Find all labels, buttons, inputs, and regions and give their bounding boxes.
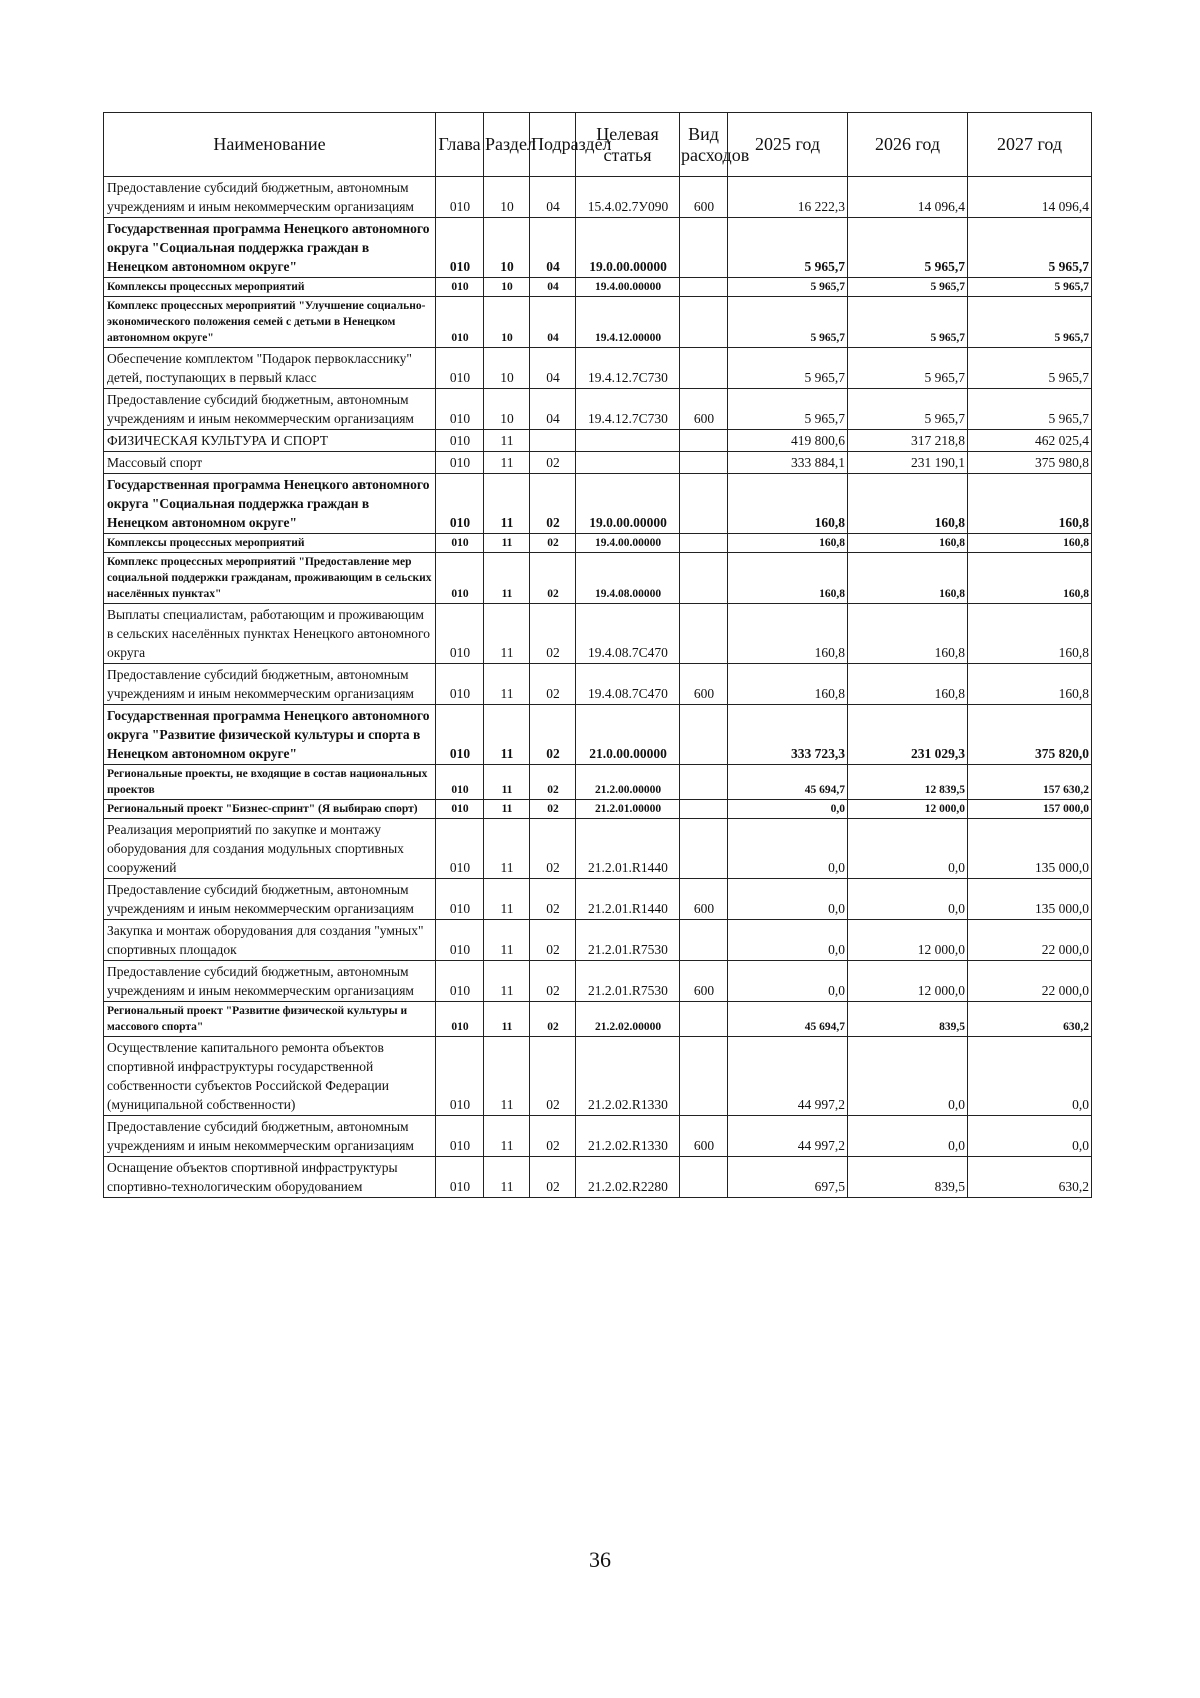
row-statya: 21.2.01.R1440	[576, 879, 680, 920]
header-2025: 2025 год	[728, 113, 848, 177]
row-name: Реализация мероприятий по закупке и монтажу оборудования для создания модульных спортивных сооружений	[104, 819, 436, 879]
row-podrazdel: 02	[530, 800, 576, 819]
row-podrazdel: 02	[530, 1157, 576, 1198]
row-vid	[680, 1037, 728, 1116]
row-amount-2025: 0,0	[728, 879, 848, 920]
row-amount-2026: 12 000,0	[848, 961, 968, 1002]
row-razdel: 10	[484, 348, 530, 389]
row-podrazdel: 02	[530, 705, 576, 765]
table-row	[104, 278, 1092, 297]
row-podrazdel: 04	[530, 389, 576, 430]
row-amount-2026: 231 190,1	[848, 452, 968, 474]
row-glava: 010	[436, 920, 484, 961]
row-name: Предоставление субсидий бюджетным, автономным учреждениям и иным некоммерческим организациям	[104, 664, 436, 705]
row-razdel: 11	[484, 1157, 530, 1198]
table-row	[104, 430, 1092, 452]
row-glava: 010	[436, 1002, 484, 1037]
row-amount-2026: 839,5	[848, 1157, 968, 1198]
table-row	[104, 452, 1092, 474]
row-amount-2027: 157 630,2	[968, 765, 1092, 800]
row-amount-2027: 5 965,7	[968, 297, 1092, 348]
row-amount-2025: 160,8	[728, 604, 848, 664]
row-amount-2027: 0,0	[968, 1037, 1092, 1116]
row-amount-2026: 0,0	[848, 1116, 968, 1157]
row-glava: 010	[436, 879, 484, 920]
row-podrazdel: 02	[530, 1002, 576, 1037]
row-glava: 010	[436, 1116, 484, 1157]
row-amount-2026: 160,8	[848, 534, 968, 553]
table-row	[104, 705, 1092, 765]
row-podrazdel: 02	[530, 452, 576, 474]
row-statya: 21.2.02.R1330	[576, 1116, 680, 1157]
row-vid: 600	[680, 664, 728, 705]
page-number: 36	[589, 1547, 611, 1572]
row-razdel: 11	[484, 920, 530, 961]
row-amount-2027: 14 096,4	[968, 177, 1092, 218]
row-name: Выплаты специалистам, работающим и проживающим в сельских населённых пунктах Ненецкого автономного округа	[104, 604, 436, 664]
row-amount-2027: 375 980,8	[968, 452, 1092, 474]
row-amount-2025: 0,0	[728, 819, 848, 879]
row-amount-2025: 16 222,3	[728, 177, 848, 218]
row-podrazdel: 04	[530, 218, 576, 278]
row-razdel: 11	[484, 430, 530, 452]
row-vid	[680, 553, 728, 604]
row-amount-2025: 0,0	[728, 961, 848, 1002]
table-body	[104, 177, 1092, 1198]
row-amount-2026: 160,8	[848, 474, 968, 534]
row-amount-2026: 5 965,7	[848, 348, 968, 389]
row-podrazdel: 04	[530, 297, 576, 348]
row-amount-2027: 630,2	[968, 1002, 1092, 1037]
table-row	[104, 765, 1092, 800]
row-razdel: 10	[484, 177, 530, 218]
row-glava: 010	[436, 664, 484, 705]
row-name: Комплекс процессных мероприятий "Предоставление мер социальной поддержки гражданам, проживающим в сельских населённых пунктах"	[104, 553, 436, 604]
row-amount-2027: 160,8	[968, 664, 1092, 705]
row-glava: 010	[436, 452, 484, 474]
row-amount-2026: 231 029,3	[848, 705, 968, 765]
row-podrazdel: 02	[530, 534, 576, 553]
row-amount-2027: 5 965,7	[968, 218, 1092, 278]
row-statya: 19.4.08.7С470	[576, 604, 680, 664]
table-row	[104, 389, 1092, 430]
row-vid	[680, 920, 728, 961]
row-glava: 010	[436, 961, 484, 1002]
row-vid	[680, 819, 728, 879]
row-amount-2026: 5 965,7	[848, 389, 968, 430]
row-podrazdel: 02	[530, 474, 576, 534]
row-statya: 19.4.00.00000	[576, 534, 680, 553]
table-row	[104, 664, 1092, 705]
row-amount-2025: 697,5	[728, 1157, 848, 1198]
row-statya: 21.2.01.R7530	[576, 961, 680, 1002]
row-podrazdel: 02	[530, 1116, 576, 1157]
row-amount-2026: 160,8	[848, 553, 968, 604]
row-vid: 600	[680, 177, 728, 218]
table-row	[104, 961, 1092, 1002]
row-statya: 21.2.02.R2280	[576, 1157, 680, 1198]
row-amount-2027: 160,8	[968, 474, 1092, 534]
row-name: Предоставление субсидий бюджетным, автономным учреждениям и иным некоммерческим организациям	[104, 177, 436, 218]
table-row	[104, 177, 1092, 218]
table-row	[104, 1157, 1092, 1198]
row-podrazdel: 04	[530, 177, 576, 218]
row-podrazdel: 04	[530, 278, 576, 297]
row-statya: 19.4.08.00000	[576, 553, 680, 604]
row-amount-2025: 160,8	[728, 534, 848, 553]
row-razdel: 11	[484, 534, 530, 553]
row-vid: 600	[680, 961, 728, 1002]
row-amount-2026: 12 839,5	[848, 765, 968, 800]
row-amount-2025: 45 694,7	[728, 1002, 848, 1037]
row-amount-2027: 22 000,0	[968, 961, 1092, 1002]
row-amount-2026: 14 096,4	[848, 177, 968, 218]
row-glava: 010	[436, 1157, 484, 1198]
row-glava: 010	[436, 534, 484, 553]
table-row	[104, 553, 1092, 604]
row-amount-2026: 5 965,7	[848, 278, 968, 297]
row-glava: 010	[436, 800, 484, 819]
row-statya	[576, 430, 680, 452]
row-statya: 21.2.01.R7530	[576, 920, 680, 961]
row-amount-2025: 333 723,3	[728, 705, 848, 765]
row-name: Осуществление капитального ремонта объектов спортивной инфраструктуры государственной собственности субъектов Российской Федерации (муниципальной собственности)	[104, 1037, 436, 1116]
row-razdel: 11	[484, 800, 530, 819]
row-statya: 21.2.02.R1330	[576, 1037, 680, 1116]
row-glava: 010	[436, 604, 484, 664]
row-amount-2027: 630,2	[968, 1157, 1092, 1198]
row-name: Предоставление субсидий бюджетным, автономным учреждениям и иным некоммерческим организациям	[104, 961, 436, 1002]
row-name: Региональные проекты, не входящие в состав национальных проектов	[104, 765, 436, 800]
row-statya: 21.2.01.00000	[576, 800, 680, 819]
row-razdel: 11	[484, 961, 530, 1002]
row-razdel: 11	[484, 604, 530, 664]
row-glava: 010	[436, 553, 484, 604]
row-statya: 21.2.00.00000	[576, 765, 680, 800]
row-name: Обеспечение комплектом "Подарок первокласснику" детей, поступающих в первый класс	[104, 348, 436, 389]
row-vid: 600	[680, 389, 728, 430]
row-vid	[680, 604, 728, 664]
row-vid	[680, 218, 728, 278]
row-amount-2025: 5 965,7	[728, 278, 848, 297]
table-row	[104, 297, 1092, 348]
row-vid: 600	[680, 879, 728, 920]
row-amount-2026: 0,0	[848, 819, 968, 879]
row-name: Закупка и монтаж оборудования для создания "умных" спортивных площадок	[104, 920, 436, 961]
row-razdel: 11	[484, 765, 530, 800]
table-row	[104, 604, 1092, 664]
row-amount-2027: 0,0	[968, 1116, 1092, 1157]
table-row	[104, 1037, 1092, 1116]
row-amount-2026: 317 218,8	[848, 430, 968, 452]
table-row	[104, 474, 1092, 534]
header-razdel: Раздел	[484, 113, 530, 177]
row-amount-2025: 5 965,7	[728, 348, 848, 389]
row-statya: 19.0.00.00000	[576, 218, 680, 278]
row-amount-2027: 375 820,0	[968, 705, 1092, 765]
row-glava: 010	[436, 348, 484, 389]
row-glava: 010	[436, 297, 484, 348]
row-amount-2025: 419 800,6	[728, 430, 848, 452]
row-statya: 21.2.01.R1440	[576, 819, 680, 879]
row-glava: 010	[436, 765, 484, 800]
row-podrazdel: 04	[530, 348, 576, 389]
row-razdel: 11	[484, 474, 530, 534]
row-name: Оснащение объектов спортивной инфраструктуры спортивно-технологическим оборудованием	[104, 1157, 436, 1198]
row-glava: 010	[436, 819, 484, 879]
header-name: Наименование	[104, 113, 436, 177]
row-razdel: 11	[484, 664, 530, 705]
row-amount-2027: 135 000,0	[968, 819, 1092, 879]
row-name: Предоставление субсидий бюджетным, автономным учреждениям и иным некоммерческим организациям	[104, 879, 436, 920]
row-name: Государственная программа Ненецкого автономного округа "Социальная поддержка граждан в Ненецком автономном округе"	[104, 474, 436, 534]
table-row	[104, 800, 1092, 819]
header-podrazdel: Подраздел	[530, 113, 576, 177]
row-amount-2025: 160,8	[728, 474, 848, 534]
row-glava: 010	[436, 218, 484, 278]
row-razdel: 10	[484, 297, 530, 348]
row-glava: 010	[436, 705, 484, 765]
row-vid	[680, 348, 728, 389]
row-statya: 19.4.12.00000	[576, 297, 680, 348]
header-vid: Вид расходов	[680, 113, 728, 177]
row-vid: 600	[680, 1116, 728, 1157]
row-podrazdel: 02	[530, 879, 576, 920]
row-name: Государственная программа Ненецкого автономного округа "Развитие физической культуры и спорта в Ненецком автономном округе"	[104, 705, 436, 765]
row-amount-2026: 12 000,0	[848, 920, 968, 961]
row-razdel: 11	[484, 1002, 530, 1037]
row-amount-2027: 157 000,0	[968, 800, 1092, 819]
row-statya: 19.0.00.00000	[576, 474, 680, 534]
table-row	[104, 819, 1092, 879]
row-amount-2026: 0,0	[848, 1037, 968, 1116]
row-razdel: 10	[484, 389, 530, 430]
row-amount-2026: 12 000,0	[848, 800, 968, 819]
row-statya: 19.4.00.00000	[576, 278, 680, 297]
row-amount-2026: 839,5	[848, 1002, 968, 1037]
row-amount-2025: 5 965,7	[728, 218, 848, 278]
row-podrazdel: 02	[530, 920, 576, 961]
row-name: Комплексы процессных мероприятий	[104, 534, 436, 553]
row-amount-2025: 160,8	[728, 553, 848, 604]
row-amount-2025: 0,0	[728, 800, 848, 819]
row-razdel: 11	[484, 553, 530, 604]
row-statya: 19.4.08.7С470	[576, 664, 680, 705]
row-vid	[680, 452, 728, 474]
row-glava: 010	[436, 278, 484, 297]
row-glava: 010	[436, 1037, 484, 1116]
row-vid	[680, 705, 728, 765]
row-amount-2027: 5 965,7	[968, 389, 1092, 430]
row-glava: 010	[436, 474, 484, 534]
table-row	[104, 348, 1092, 389]
row-statya: 21.2.02.00000	[576, 1002, 680, 1037]
header-row	[104, 113, 1092, 177]
row-statya: 19.4.12.7С730	[576, 348, 680, 389]
table-row	[104, 1002, 1092, 1037]
row-razdel: 10	[484, 218, 530, 278]
table-row	[104, 218, 1092, 278]
row-amount-2027: 160,8	[968, 553, 1092, 604]
row-razdel: 11	[484, 1037, 530, 1116]
row-amount-2026: 5 965,7	[848, 218, 968, 278]
header-statya: Целевая статья	[576, 113, 680, 177]
row-vid	[680, 430, 728, 452]
row-name: Предоставление субсидий бюджетным, автономным учреждениям и иным некоммерческим организациям	[104, 389, 436, 430]
row-name: Комплекс процессных мероприятий "Улучшение социально-экономического положения семей с детьми в Ненецком автономном округе"	[104, 297, 436, 348]
row-amount-2025: 160,8	[728, 664, 848, 705]
row-podrazdel: 02	[530, 765, 576, 800]
row-vid	[680, 765, 728, 800]
row-vid	[680, 534, 728, 553]
row-razdel: 11	[484, 705, 530, 765]
row-name: Региональный проект "Развитие физической культуры и массового спорта"	[104, 1002, 436, 1037]
row-razdel: 11	[484, 452, 530, 474]
row-name: Предоставление субсидий бюджетным, автономным учреждениям и иным некоммерческим организациям	[104, 1116, 436, 1157]
row-amount-2026: 0,0	[848, 879, 968, 920]
header-2026: 2026 год	[848, 113, 968, 177]
row-amount-2025: 0,0	[728, 920, 848, 961]
table-row	[104, 879, 1092, 920]
row-podrazdel: 02	[530, 819, 576, 879]
row-glava: 010	[436, 177, 484, 218]
row-vid	[680, 1157, 728, 1198]
row-amount-2027: 5 965,7	[968, 278, 1092, 297]
row-podrazdel: 02	[530, 553, 576, 604]
row-statya	[576, 452, 680, 474]
row-amount-2026: 5 965,7	[848, 297, 968, 348]
row-name: ФИЗИЧЕСКАЯ КУЛЬТУРА И СПОРТ	[104, 430, 436, 452]
table-row	[104, 920, 1092, 961]
row-statya: 19.4.12.7С730	[576, 389, 680, 430]
row-vid	[680, 474, 728, 534]
row-podrazdel: 02	[530, 664, 576, 705]
row-razdel: 10	[484, 278, 530, 297]
row-podrazdel: 02	[530, 961, 576, 1002]
row-amount-2025: 45 694,7	[728, 765, 848, 800]
row-name: Массовый спорт	[104, 452, 436, 474]
row-vid	[680, 800, 728, 819]
table-row	[104, 534, 1092, 553]
row-amount-2025: 44 997,2	[728, 1116, 848, 1157]
row-amount-2027: 462 025,4	[968, 430, 1092, 452]
row-vid	[680, 1002, 728, 1037]
row-amount-2027: 160,8	[968, 604, 1092, 664]
header-glava: Глава	[436, 113, 484, 177]
row-amount-2027: 5 965,7	[968, 348, 1092, 389]
row-podrazdel: 02	[530, 604, 576, 664]
row-vid	[680, 297, 728, 348]
row-amount-2025: 5 965,7	[728, 297, 848, 348]
header-2027: 2027 год	[968, 113, 1092, 177]
row-amount-2025: 5 965,7	[728, 389, 848, 430]
row-statya: 15.4.02.7У090	[576, 177, 680, 218]
table-row	[104, 1116, 1092, 1157]
row-name: Государственная программа Ненецкого автономного округа "Социальная поддержка граждан в Ненецком автономном округе"	[104, 218, 436, 278]
row-vid	[680, 278, 728, 297]
row-amount-2027: 135 000,0	[968, 879, 1092, 920]
row-glava: 010	[436, 389, 484, 430]
row-amount-2026: 160,8	[848, 604, 968, 664]
row-razdel: 11	[484, 819, 530, 879]
row-amount-2025: 44 997,2	[728, 1037, 848, 1116]
budget-table	[103, 112, 1092, 1198]
row-name: Региональный проект "Бизнес-спринт" (Я выбираю спорт)	[104, 800, 436, 819]
row-amount-2027: 160,8	[968, 534, 1092, 553]
row-amount-2025: 333 884,1	[728, 452, 848, 474]
row-razdel: 11	[484, 879, 530, 920]
row-glava: 010	[436, 430, 484, 452]
row-statya: 21.0.00.00000	[576, 705, 680, 765]
row-podrazdel	[530, 430, 576, 452]
row-podrazdel: 02	[530, 1037, 576, 1116]
row-amount-2026: 160,8	[848, 664, 968, 705]
row-amount-2027: 22 000,0	[968, 920, 1092, 961]
row-name: Комплексы процессных мероприятий	[104, 278, 436, 297]
row-razdel: 11	[484, 1116, 530, 1157]
